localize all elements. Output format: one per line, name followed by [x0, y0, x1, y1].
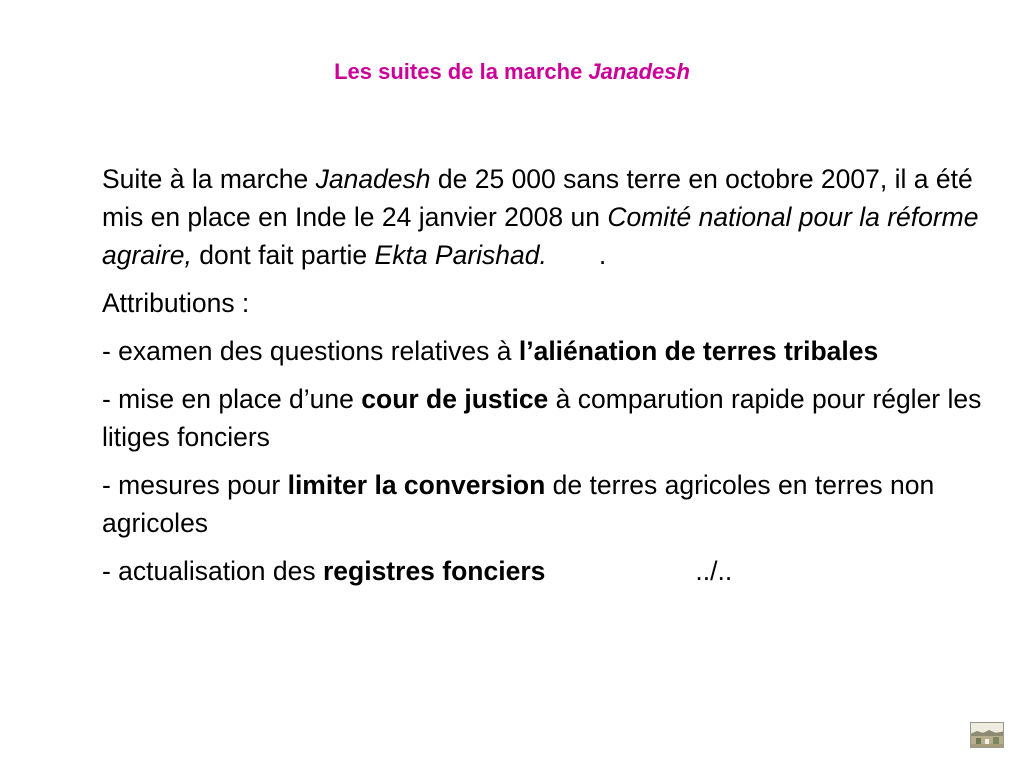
- attributions-label: Attributions :: [102, 288, 250, 318]
- item-prefix: - mise en place d’une: [102, 384, 362, 414]
- item-bold: limiter la conversion: [287, 470, 546, 500]
- item-bold: l’aliénation de terres tribales: [518, 336, 879, 366]
- intro-text-3: dont fait partie: [191, 240, 375, 270]
- item-prefix: - mesures pour: [102, 470, 288, 500]
- intro-emphasis-janadesh: Janadesh: [315, 164, 431, 194]
- continuation-marker: ../..: [695, 556, 733, 586]
- intro-text-1: Suite à la marche: [102, 164, 316, 194]
- item-prefix: - examen des questions relatives à: [102, 336, 519, 366]
- intro-emphasis-ekta-parishad: Ekta Parishad.: [374, 240, 547, 270]
- landscape-photo-icon: [970, 722, 1004, 748]
- list-item: [102, 552, 982, 590]
- title-text: Les suites de la marche: [334, 59, 589, 84]
- list-item: [102, 466, 982, 542]
- slide-body: [102, 160, 982, 600]
- item-suffix: à comparution rapide pour régler les litiges fonciers: [102, 384, 982, 452]
- intro-trailing-dot: .: [598, 240, 607, 270]
- item-bold: cour de justice: [361, 384, 549, 414]
- thumbnail-graphic: [971, 723, 1004, 748]
- intro-text-2: de 25 000 sans terre en octobre 2007, il a été mis en place en Inde le 24 janvier 2008 un: [102, 164, 973, 232]
- intro-emphasis-committee: Comité national pour la réforme agraire,: [102, 202, 979, 270]
- item-bold: registres fonciers: [322, 556, 546, 586]
- item-suffix: de terres agricoles en terres non agricoles: [102, 470, 935, 538]
- intro-paragraph: [102, 160, 982, 274]
- item-prefix: - actualisation des: [102, 556, 323, 586]
- title-emphasis: Janadesh: [588, 59, 690, 84]
- slide-title: [0, 57, 1024, 87]
- list-item: [102, 332, 982, 370]
- list-item: [102, 380, 982, 456]
